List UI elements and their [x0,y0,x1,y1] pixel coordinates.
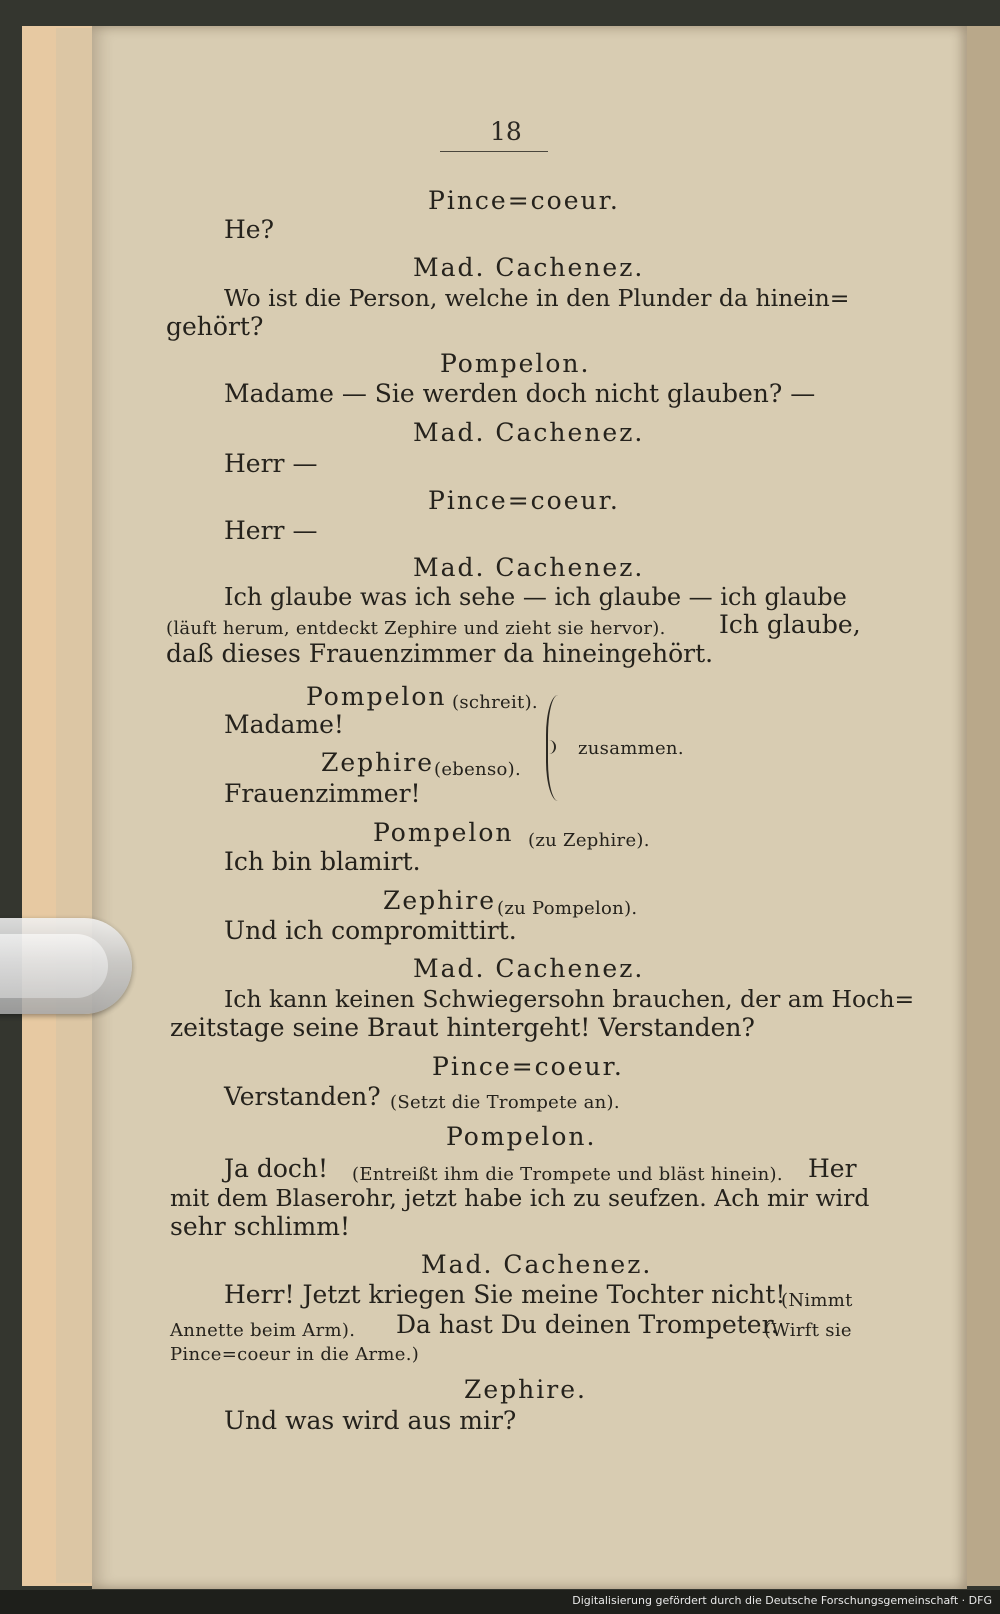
dialogue-line: Madame — Sie werden doch nicht glauben? — [224,379,816,408]
speaker-name: Pince=coeur. [432,1052,624,1081]
dialogue-line: Herr — [224,449,318,478]
speaker-name: Zephire [383,886,497,915]
dialogue-line: Madame! [224,710,344,739]
speaker-name: Pince=coeur. [428,186,620,215]
speaker-name: Pompelon [373,818,514,847]
dialogue-line: Ja doch! [224,1154,329,1183]
page-clip-highlight [0,934,108,998]
dialogue-line: daß dieses Frauenzimmer da hineingehört. [166,639,714,668]
stage-direction: zusammen. [578,738,684,759]
stage-direction: (ebenso). [434,759,521,780]
stage-direction: Annette beim Arm). [170,1320,356,1341]
footer-credit: Digitalisierung gefördert durch die Deutsche Forschungsgemeinschaft · DFG [572,1594,992,1607]
stage-direction: (Entreißt ihm die Trompete und bläst hinein). [352,1164,783,1185]
dialogue-line: Wo ist die Person, welche in den Plunder da hinein= [224,284,850,312]
dialogue-line: mit dem Blaserohr, jetzt habe ich zu seufzen. Ach mir wird [170,1184,870,1212]
dialogue-line: Ich glaube, [719,610,861,639]
speaker-name: Pompelon. [446,1122,597,1151]
speaker-name: Pince=coeur. [428,486,620,515]
dialogue-line: Und was wird aus mir? [224,1406,517,1435]
stage-direction: (Nimmt [781,1290,853,1311]
dialogue-line: Ich glaube was ich sehe — ich glaube — ich glaube [224,583,847,611]
speaker-name: Mad. Cachenez. [421,1250,653,1279]
stage-direction: (schreit). [452,692,538,713]
dialogue-line: gehört? [166,312,264,341]
dialogue-line: Herr! Jetzt kriegen Sie meine Tochter nicht! [224,1280,786,1309]
page-number: 18 [490,117,522,146]
dialogue-line: zeitstage seine Braut hintergeht! Verstanden? [170,1013,755,1042]
back-sheet-edge [56,28,96,1583]
speaker-name: Pompelon [306,682,447,711]
stage-direction: Pince=coeur in die Arme.) [170,1344,420,1365]
dialogue-line: Verstanden? [224,1082,381,1111]
speaker-name: Zephire [321,748,435,777]
stage-direction: (läuft herum, entdeckt Zephire und zieht sie hervor). [166,618,666,639]
dialogue-line: Da hast Du deinen Trompeter. [396,1310,779,1339]
speaker-name: Zephire. [464,1375,587,1404]
speaker-name: Mad. Cachenez. [413,418,645,447]
dialogue-line: Frauenzimmer! [224,779,421,808]
dialogue-line: Ich kann keinen Schwiegersohn brauchen, der am Hoch= [224,985,915,1013]
stage-direction: (zu Pompelon). [497,898,638,919]
speaker-name: Mad. Cachenez. [413,253,645,282]
dialogue-line: He? [224,215,274,244]
page-number-rule [440,151,548,152]
dialogue-line: Her [808,1154,857,1183]
dialogue-line: sehr schlimm! [170,1212,351,1241]
stage-direction: (Setzt die Trompete an). [390,1092,620,1113]
dialogue-line: Herr — [224,516,318,545]
stage-direction: (zu Zephire). [528,830,650,851]
stage-direction: (Wirft sie [764,1320,852,1341]
dialogue-line: Ich bin blamirt. [224,847,421,876]
dialogue-line: Und ich compromittirt. [224,916,517,945]
speaker-name: Mad. Cachenez. [413,553,645,582]
speaker-name: Pompelon. [440,349,591,378]
speaker-name: Mad. Cachenez. [413,954,645,983]
